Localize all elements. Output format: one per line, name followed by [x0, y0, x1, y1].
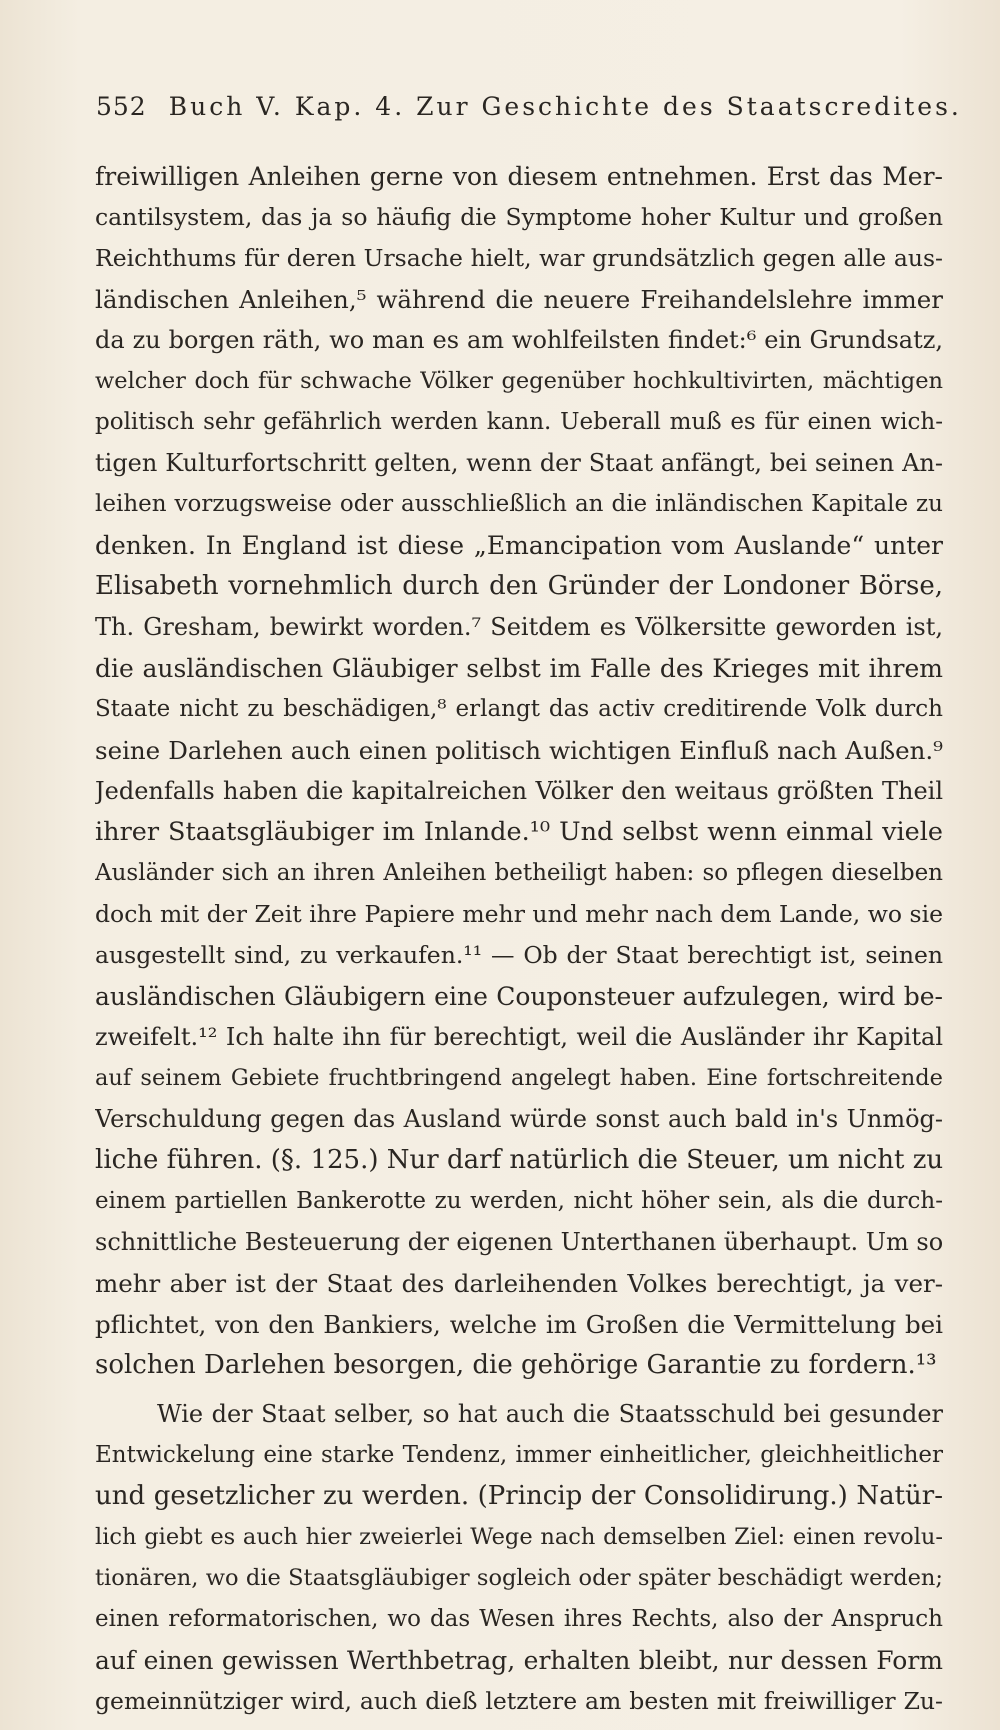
- body-text: [95, 156, 943, 1722]
- paragraph-gap: [95, 1386, 943, 1394]
- text-line: pflichtet, von den Bankiers, welche im Großen die Vermittelung bei: [95, 1310, 943, 1339]
- text-line: lich giebt es auch hier zweierlei Wege nach demselben Ziel: einen revolu-: [95, 1524, 943, 1550]
- paragraph-2: [95, 1394, 943, 1722]
- page-number: 552: [96, 92, 147, 121]
- text-line: Ausländer sich an ihren Anleihen betheiligt haben: so pflegen dieselben: [95, 860, 943, 886]
- text-line: und gesetzlicher zu werden. (Princip der Consolidirung.) Natür-: [95, 1481, 943, 1511]
- text-line: einen reformatorischen, wo das Wesen ihres Rechts, also der Anspruch: [95, 1606, 943, 1632]
- text-line: politisch sehr gefährlich werden kann. Ueberall muß es für einen wich-: [95, 409, 943, 435]
- text-line: liche führen. (§. 125.) Nur darf natürlich die Steuer, um nicht zu: [95, 1145, 943, 1175]
- text-line: ihrer Staatsgläubiger im Inlande.¹⁰ Und selbst wenn einmal viele: [95, 817, 943, 847]
- text-line: schnittliche Besteuerung der eigenen Unterthanen überhaupt. Um so: [95, 1228, 943, 1256]
- text-line: Verschuldung gegen das Ausland würde sonst auch bald in's Unmög-: [95, 1105, 943, 1133]
- text-line: auf einen gewissen Werthbetrag, erhalten bleibt, nur dessen Form: [95, 1646, 943, 1675]
- text-line: Wie der Staat selber, so hat auch die Staatsschuld bei gesunder: [157, 1400, 943, 1428]
- text-line: cantilsystem, das ja so häufig die Symptome hoher Kultur und großen: [95, 203, 943, 231]
- paragraph-1: [95, 156, 943, 1386]
- text-line: ausländischen Gläubigern eine Couponsteuer aufzulegen, wird be-: [95, 982, 943, 1011]
- text-line: doch mit der Zeit ihre Papiere mehr und mehr nach dem Lande, wo sie: [95, 900, 943, 928]
- text-line: Reichthums für deren Ursache hielt, war grundsätzlich gegen alle aus-: [95, 244, 943, 272]
- text-line: ausgestellt sind, zu verkaufen.¹¹ — Ob der Staat berechtigt ist, seinen: [95, 941, 943, 969]
- text-line: die ausländischen Gläubiger selbst im Falle des Krieges mit ihrem: [95, 654, 943, 683]
- text-line: Entwickelung eine starke Tendenz, immer einheitlicher, gleichheitlicher: [95, 1442, 943, 1468]
- text-line: seine Darlehen auch einen politisch wichtigen Einfluß nach Außen.⁹: [95, 736, 943, 765]
- text-line: solchen Darlehen besorgen, die gehörige Garantie zu fordern.¹³: [95, 1350, 937, 1380]
- text-line: leihen vorzugsweise oder ausschließlich an die inländischen Kapitale zu: [95, 491, 943, 517]
- text-line: zweifelt.¹² Ich halte ihn für berechtigt, weil die Ausländer ihr Kapital: [95, 1023, 943, 1051]
- text-line: tigen Kulturfortschritt gelten, wenn der Staat anfängt, bei seinen An-: [95, 449, 943, 477]
- text-line: ländischen Anleihen,⁵ während die neuere Freihandelslehre immer: [95, 285, 943, 314]
- text-line: Staate nicht zu beschädigen,⁸ erlangt das activ creditirende Volk durch: [95, 696, 943, 722]
- text-line: auf seinem Gebiete fruchtbringend angelegt haben. Eine fortschreitende: [95, 1065, 943, 1091]
- text-line: mehr aber ist der Staat des darleihenden Volkes berechtigt, ja ver-: [95, 1269, 943, 1298]
- text-line: da zu borgen räth, wo man es am wohlfeilsten findet:⁶ ein Grundsatz,: [95, 326, 943, 354]
- running-title: Buch V. Kap. 4. Zur Geschichte des Staatscredites.: [168, 92, 962, 121]
- text-line: tionären, wo die Staatsgläubiger sogleich oder später beschädigt werden;: [95, 1565, 943, 1591]
- text-line: Elisabeth vornehmlich durch den Gründer der Londoner Börse,: [95, 571, 943, 601]
- text-line: freiwilligen Anleihen gerne von diesem entnehmen. Erst das Mer-: [95, 162, 943, 191]
- text-line: einem partiellen Bankerotte zu werden, nicht höher sein, als die durch-: [95, 1188, 943, 1214]
- running-header: [96, 92, 962, 136]
- text-line: welcher doch für schwache Völker gegenüber hochkultivirten, mächtigen: [95, 368, 943, 394]
- text-line: gemeinnütziger wird, auch dieß letztere am besten mit freiwilliger Zu-: [95, 1687, 943, 1715]
- text-line: Jedenfalls haben die kapitalreichen Völker den weitaus größten Theil: [95, 777, 943, 805]
- text-line: denken. In England ist diese „Emancipation vom Auslande“ unter: [95, 531, 943, 560]
- text-line: Th. Gresham, bewirkt worden.⁷ Seitdem es Völkersitte geworden ist,: [95, 613, 943, 641]
